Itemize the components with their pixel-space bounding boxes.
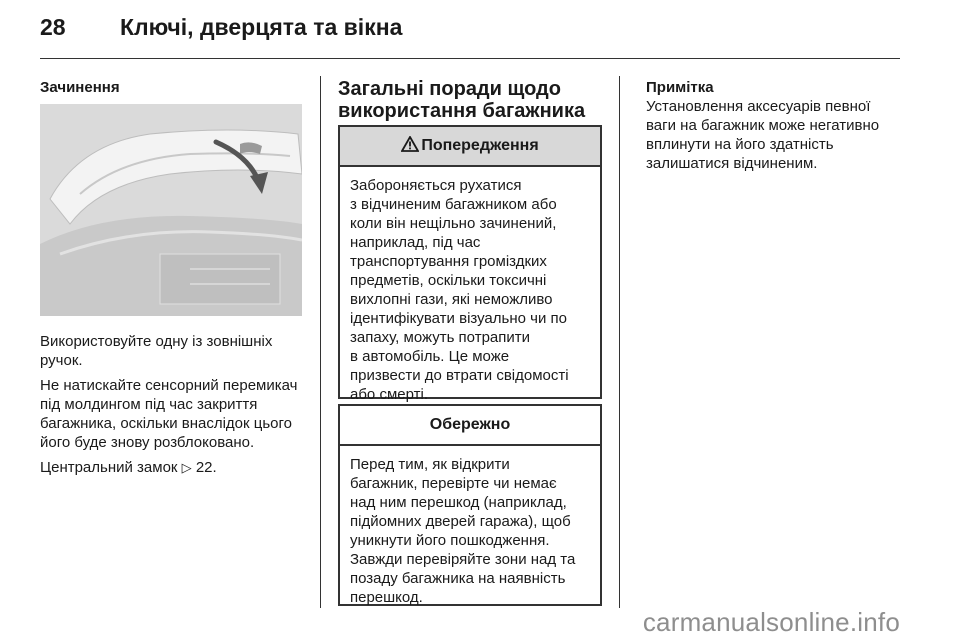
warning-line: транспортування громіздких bbox=[350, 253, 547, 270]
page-title: Ключі, дверцята та вікна bbox=[120, 14, 403, 40]
reference-arrow-icon: ▷ bbox=[181, 460, 192, 475]
warning-line: запаху, можуть потрапити bbox=[350, 329, 530, 346]
page-header bbox=[40, 14, 900, 54]
warning-line: в автомобіль. Це може bbox=[350, 348, 510, 365]
paragraph-sensor-switch: Не натискайте сенсорний перемикач під молдингом під час закриття багажника, оскільки внаслідок цього його буде знову розблоковано. bbox=[40, 377, 298, 451]
warning-triangle-icon bbox=[401, 129, 419, 167]
caution-header: Обережно bbox=[340, 406, 600, 446]
note-line: ваги на багажник може негативно bbox=[646, 117, 880, 134]
caution-line: Перед тим, як відкрити bbox=[350, 456, 510, 473]
caution-line: позаду багажника на наявність bbox=[350, 570, 566, 587]
note-line: залишатися відчиненим. bbox=[646, 155, 818, 172]
warning-line: коли він нещільно зачинений, bbox=[350, 215, 557, 232]
note-block bbox=[646, 78, 916, 173]
note-title: Примітка bbox=[646, 79, 714, 96]
warning-text bbox=[340, 167, 600, 404]
central-lock-label: Центральний замок bbox=[40, 459, 178, 476]
caution-line: Завжди перевіряйте зони над та bbox=[350, 551, 576, 568]
page-number: 28 bbox=[40, 14, 66, 40]
warning-header bbox=[340, 127, 600, 167]
caution-line: над ним перешкод (наприклад, bbox=[350, 494, 567, 511]
paragraph-central-lock bbox=[40, 458, 306, 477]
note-line: Установлення аксесуарів певної bbox=[646, 98, 871, 115]
warning-line: предметів, оскільки токсичні bbox=[350, 272, 547, 289]
warning-line: з відчиненим багажником або bbox=[350, 196, 557, 213]
caution-line: багажник, перевірте чи немає bbox=[350, 475, 557, 492]
column-divider-2 bbox=[619, 76, 620, 608]
warning-line: Забороняється рухатися bbox=[350, 177, 522, 194]
warning-line: наприклад, під час bbox=[350, 234, 481, 251]
section-title-general-tips-line1: Загальні поради щодо bbox=[338, 78, 561, 100]
section-title-general-tips-line2: використання багажника bbox=[338, 100, 586, 122]
caution-line: уникнути його пошкодження. bbox=[350, 532, 550, 549]
left-text bbox=[40, 332, 306, 483]
watermark: carmanualsonline.info bbox=[642, 607, 900, 637]
warning-line: ідентифікувати візуально чи по bbox=[350, 310, 567, 327]
warning-box bbox=[338, 125, 602, 403]
tailgate-drawing bbox=[40, 104, 302, 316]
warning-header-label: Попередження bbox=[421, 137, 539, 154]
caution-text bbox=[340, 446, 600, 607]
warning-line: або смерті. bbox=[350, 386, 428, 403]
left-column bbox=[40, 78, 310, 97]
warning-line: призвести до втрати свідомості bbox=[350, 367, 569, 384]
central-lock-page-ref[interactable]: 22. bbox=[195, 459, 217, 476]
caution-line: підйомних дверей гаража), щоб bbox=[350, 513, 571, 530]
paragraph-handles: Використовуйте одну із зовнішніх ручок. bbox=[40, 333, 273, 369]
column-divider-1 bbox=[320, 76, 321, 608]
header-divider bbox=[40, 58, 900, 59]
section-title-closing: Зачинення bbox=[40, 79, 120, 96]
warning-line: вихлопні гази, які неможливо bbox=[350, 291, 553, 308]
caution-box bbox=[338, 404, 602, 606]
middle-title bbox=[338, 78, 608, 122]
note-line: вплинути на його здатність bbox=[646, 136, 834, 153]
caution-line: перешкод. bbox=[350, 589, 423, 606]
tailgate-illustration bbox=[40, 104, 302, 316]
